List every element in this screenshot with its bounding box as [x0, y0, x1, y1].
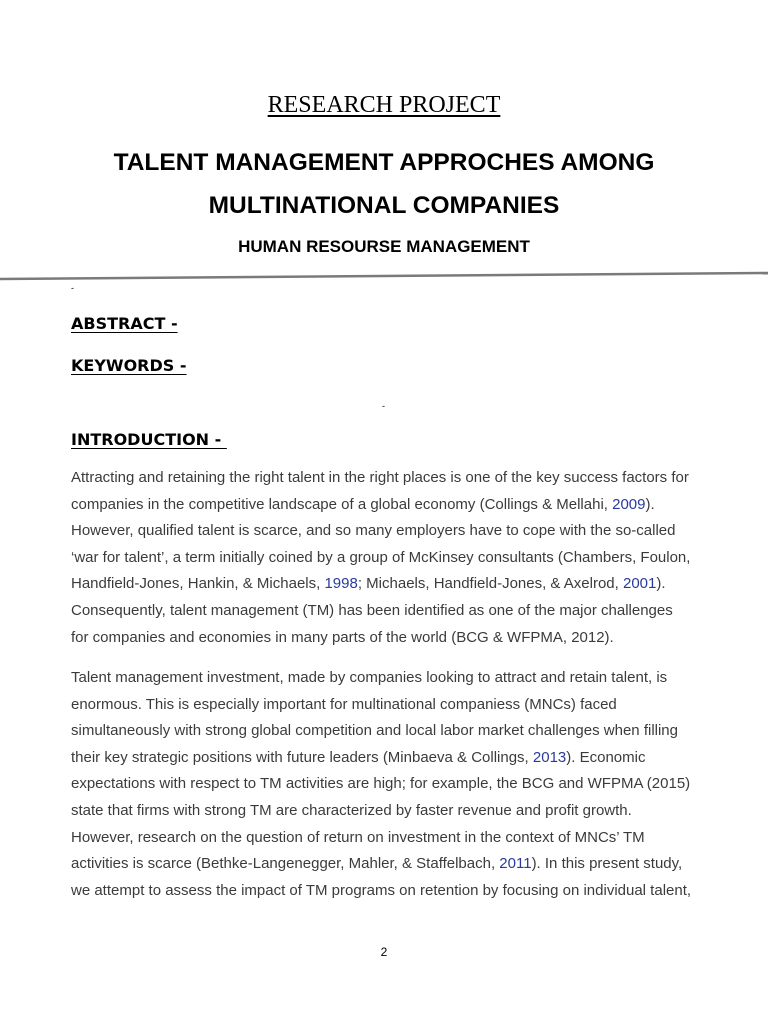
paragraph-line: Attracting and retaining the right talent in the right places is one of the key success factors for	[71, 469, 689, 486]
paragraph-line: Consequently, talent management (TM) has been identified as one of the major challenges	[71, 601, 673, 619]
paragraph-line: However, qualified talent is scarce, and so many employers have to cope with the so-called	[71, 522, 676, 540]
paragraph-line: simultaneously with strong global competition and local labor market challenges when filling	[71, 722, 678, 740]
citation-link[interactable]: 1998	[324, 575, 358, 593]
citation-link[interactable]: 2001	[622, 575, 657, 593]
introduction-heading: INTRODUCTION -	[71, 430, 227, 449]
keywords-heading: KEYWORDS -	[71, 356, 187, 375]
citation-link[interactable]: 2013	[532, 748, 567, 766]
document-subtitle: HUMAN RESOURSE MANAGEMENT	[238, 237, 530, 256]
paragraph-line: for companies and economies in many parts of the world (BCG & WFPMA, 2012).	[71, 628, 614, 646]
stray-mark: -	[71, 283, 74, 293]
page-number: 2	[380, 945, 388, 959]
paragraph-line: activities is scarce (Bethke-Langenegger, Mahler, & Staffelbach, 2011). In this present study,	[71, 855, 683, 873]
title-line-2: MULTINATIONAL COMPANIES	[208, 192, 560, 219]
citation-link[interactable]: 2011	[499, 855, 532, 873]
paragraph-line: expectations with respect to TM activities are high; for example, the BCG and WFPMA (2015)	[71, 775, 691, 793]
introduction-paragraph-2	[71, 665, 701, 904]
introduction-paragraph-1	[71, 465, 701, 651]
citation-link[interactable]: 2009	[612, 495, 646, 513]
project-label: RESEARCH PROJECT	[267, 92, 501, 118]
paragraph-line: state that firms with strong TM are characterized by faster revenue and profit growth.	[71, 801, 632, 819]
paragraph-line: their key strategic positions with future leaders (Minbaeva & Collings, 2013). Economic	[71, 748, 646, 766]
paragraph-line: companies in the competitive landscape of a global economy (Collings & Mellahi, 2009).	[71, 495, 655, 513]
paragraph-line: Talent management investment, made by companies looking to attract and retain talent, is	[71, 669, 668, 686]
abstract-heading: ABSTRACT -	[71, 314, 178, 333]
paragraph-line: ‘war for talent’, a term initially coined by a group of McKinsey consultants (Chambers, Foulon,	[71, 548, 691, 566]
document-title	[0, 141, 768, 227]
stray-mark: -	[382, 401, 385, 411]
paragraph-line: enormous. This is especially important for multinational companiess (MNCs) faced	[71, 695, 617, 713]
paragraph-line: However, research on the question of return on investment in the context of MNCs’ TM	[71, 828, 645, 846]
header-divider	[0, 270, 768, 282]
title-line-1: TALENT MANAGEMENT APPROCHES AMONG	[113, 149, 655, 176]
paragraph-line: we attempt to assess the impact of TM programs on retention by focusing on individual talent,	[71, 881, 692, 899]
paragraph-line: Handfield-Jones, Hankin, & Michaels, 1998; Michaels, Handfield-Jones, & Axelrod, 2001).	[71, 575, 666, 593]
